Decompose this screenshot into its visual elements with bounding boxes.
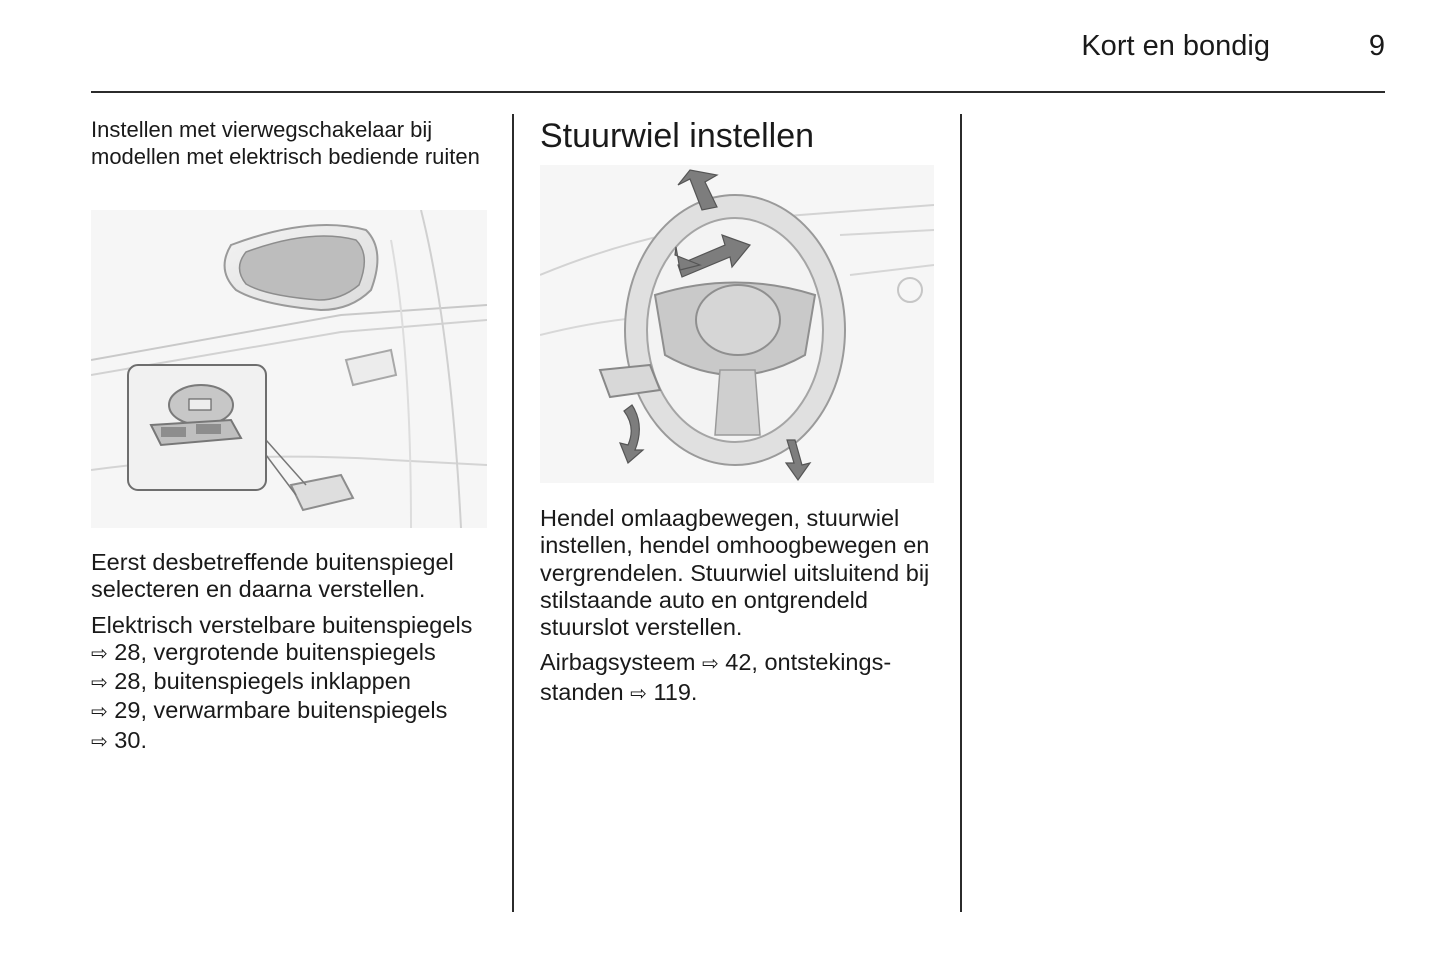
reference-arrow-icon: ⇨: [91, 642, 108, 665]
paragraph-airbag-references: [540, 649, 950, 708]
page-ref-link[interactable]: 42: [725, 649, 752, 676]
column-divider-2: [960, 114, 962, 912]
ref-line-4-text: .: [140, 726, 147, 753]
ref-line-1-text: , vergrotende buitenspiegels: [140, 638, 436, 665]
section-heading: Stuurwiel instellen: [540, 117, 815, 155]
ignition-text: , ontstekings-: [751, 649, 892, 676]
subheading: Instellen met vierwegschakelaar bij modellen met elektrisch bediende ruiten: [91, 117, 480, 169]
airbag-text: Airbagsysteem: [540, 649, 702, 676]
positions-text: standen: [540, 678, 631, 705]
column-middle-text: [540, 505, 950, 716]
ref-line-2-text: , buitenspiegels inklappen: [140, 668, 411, 695]
period-text: .: [690, 678, 698, 705]
mirror-switch-illustration: [91, 210, 487, 528]
column-divider-1: [512, 114, 514, 912]
reference-arrow-icon: ⇨: [701, 653, 719, 676]
reference-arrow-icon: ⇨: [91, 730, 108, 753]
paragraph-references: [91, 612, 511, 756]
page-ref-link[interactable]: 30: [114, 726, 141, 753]
header-rule: [91, 91, 1385, 93]
section-title: Kort en bondig: [1081, 30, 1270, 62]
ref-line-3-text: , verwarmbare buitenspiegels: [140, 697, 448, 724]
column-middle: [540, 116, 940, 156]
reference-arrow-icon: ⇨: [91, 701, 108, 724]
reference-arrow-icon: ⇨: [630, 682, 647, 705]
page-ref-link[interactable]: 28: [114, 638, 141, 665]
paragraph-adjust-wheel: Hendel omlaagbewegen, stuurwiel instellen, hendel omhoogbewegen en vergrendelen. Stuurwiel uitsluitend bij stilstaande auto en ontgrendeld stuurslot verstellen.: [540, 505, 930, 641]
page-ref-link[interactable]: 28: [114, 668, 141, 695]
steering-wheel-illustration: [540, 165, 934, 483]
paragraph-select-mirror: Eerst desbetreffende buitenspiegel selecteren en daarna verstellen.: [91, 549, 454, 603]
column-left-text: [91, 549, 511, 764]
column-left: [91, 116, 491, 170]
ref-line-0: Elektrisch verstelbare buitenspiegels: [91, 611, 473, 638]
page-ref-link[interactable]: 29: [114, 697, 141, 724]
page-number: 9: [1368, 30, 1385, 62]
page-ref-link[interactable]: 119: [653, 678, 691, 705]
reference-arrow-icon: ⇨: [91, 672, 108, 695]
